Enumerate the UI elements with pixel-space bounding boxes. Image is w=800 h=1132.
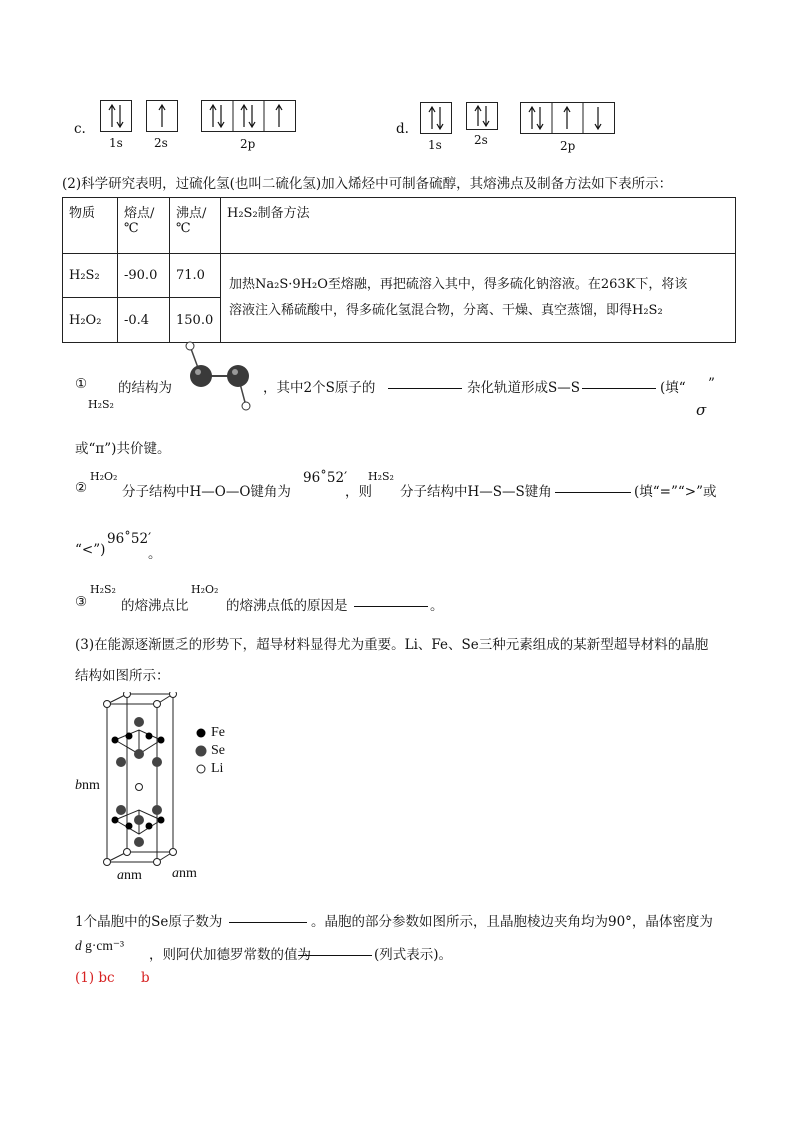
part3-line-1: (3)在能源逐渐匮乏的形势下，超导材料显得尤为重要。Li、Fe、Se三种元素组成的某新型超导材料的晶胞	[75, 637, 709, 653]
density-unit: g·cm⁻³	[85, 938, 125, 953]
q2-text-f: 。	[148, 546, 162, 562]
orbital-d-2s	[466, 102, 498, 130]
orbital-c-2s	[146, 100, 178, 132]
q2-h2o2: H₂O₂	[90, 470, 118, 483]
fe-legend-icon	[194, 726, 208, 740]
properties-table	[62, 197, 736, 343]
q1-text-f: 或“π”)共价键。	[75, 441, 171, 457]
part3-line-2: 结构如图所示：	[75, 668, 170, 684]
table-cell: H₂S₂	[63, 254, 118, 298]
q2-text-e: “<”)	[75, 542, 106, 558]
table-header: H₂S₂制备方法	[221, 198, 736, 254]
table-cell: 71.0	[170, 254, 221, 298]
method-line: 加热Na₂S·9H₂O至熔融，再把硫溶入其中，得多硫化钠溶液。在263K下，将该	[229, 277, 688, 292]
part3-q-text-b: 。晶胞的部分参数如图所示，且晶胞棱边夹角均为90°，晶体密度为	[311, 914, 713, 930]
part2-intro: (2)科学研究表明，过硫化氢(也叫二硫化氢)加入烯烃中可制备硫醇，其熔沸点及制备方法如下表所示：	[62, 176, 673, 192]
density-expression	[75, 938, 124, 954]
q3-text-a: 的熔沸点比	[121, 598, 189, 614]
b-unit: nm	[82, 778, 100, 793]
table-row	[63, 254, 736, 298]
q1-number: ①	[75, 376, 88, 392]
option-c-label: c.	[74, 121, 86, 137]
q1-blank-2[interactable]	[582, 376, 656, 393]
orbital-c-1s-label: 1s	[109, 136, 123, 150]
crystal-cell-image	[95, 692, 195, 878]
method-cell	[221, 254, 736, 343]
q1-text-c: 杂化轨道形成S—S	[467, 380, 580, 396]
part3-q-text-d: (列式表示)。	[374, 947, 453, 963]
arrow-set-icon	[202, 101, 295, 131]
h2s2-structure-image	[180, 338, 260, 416]
part3-q-text-a: 1个晶胞中的Se原子数为	[75, 914, 223, 930]
orbital-d-1s	[420, 102, 452, 134]
arrow-pair-icon	[467, 103, 497, 129]
orbital-c-1s	[100, 100, 132, 132]
part3-q-text-c: ，则阿伏加德罗常数的值为	[149, 947, 311, 963]
q1-text-d: (填“	[660, 380, 686, 396]
q2-angle: 96˚52′	[303, 470, 348, 486]
q2-text-b: ，则	[345, 484, 372, 500]
table-cell: 150.0	[170, 298, 221, 343]
a-var: a	[172, 866, 179, 881]
table-header: 熔点/℃	[118, 198, 170, 254]
q1-formula: H₂S₂	[88, 398, 114, 411]
orbital-d-2p	[520, 102, 615, 134]
b-dimension-label	[75, 778, 100, 794]
sigma-symbol: σ	[696, 401, 707, 419]
orbital-d-2s-label: 2s	[474, 133, 488, 147]
orbital-c-2s-label: 2s	[154, 136, 168, 150]
table-cell: H₂O₂	[63, 298, 118, 343]
a-dimension-label	[117, 868, 142, 884]
legend-se: Se	[211, 743, 225, 758]
table-cell: -90.0	[118, 254, 170, 298]
orbital-d-1s-label: 1s	[428, 138, 442, 152]
q1-text-b: ，其中2个S原子的	[263, 380, 376, 396]
orbital-c-2p-label: 2p	[240, 137, 256, 151]
q3-text-c: 。	[430, 598, 444, 614]
a-unit: nm	[179, 866, 197, 881]
answer-part1: (1) bc	[75, 970, 115, 986]
q3-h2s2: H₂S₂	[90, 583, 116, 596]
q2-text-a: 分子结构中H—O—O键角为	[122, 484, 291, 500]
orbital-c-2p	[201, 100, 296, 132]
q3-blank[interactable]	[354, 594, 428, 611]
a-dimension-label-2	[172, 866, 197, 882]
arrow-pair-icon	[421, 103, 451, 133]
table-cell: -0.4	[118, 298, 170, 343]
legend-fe: Fe	[211, 725, 225, 740]
q3-h2o2: H₂O₂	[191, 583, 219, 596]
b-var: b	[75, 778, 82, 793]
q2-text-d: (填“=”“>”或	[634, 484, 717, 500]
arrow-set-icon	[521, 103, 614, 133]
q2-text-c: 分子结构中H—S—S键角	[400, 484, 552, 500]
q2-h2s2: H₂S₂	[368, 470, 394, 483]
legend-li: Li	[211, 761, 224, 776]
orbital-d-2p-label: 2p	[560, 139, 576, 153]
table-header-row	[63, 198, 736, 254]
table-header: 物质	[63, 198, 118, 254]
a-unit: nm	[124, 868, 142, 883]
li-legend-icon	[194, 762, 208, 776]
q1-text-e: ”	[708, 376, 715, 392]
answer-part2: b	[141, 970, 150, 986]
arrow-pair-icon	[101, 101, 131, 131]
table-header: 沸点/℃	[170, 198, 221, 254]
q1-blank-1[interactable]	[388, 376, 462, 393]
q2-number: ②	[75, 480, 88, 496]
arrow-up-icon	[147, 101, 177, 131]
a-var: a	[117, 868, 124, 883]
density-d: d	[75, 938, 82, 953]
q1-text-a: 的结构为	[118, 380, 172, 396]
q2-angle-2: 96˚52′	[107, 531, 152, 547]
se-legend-icon	[194, 744, 208, 758]
method-line: 溶液注入稀硫酸中，得多硫化氢混合物，分离、干燥、真空蒸馏，即得H₂S₂	[229, 303, 663, 318]
part3-blank-1[interactable]	[229, 910, 307, 927]
q3-text-b: 的熔沸点低的原因是	[226, 598, 348, 614]
q3-number: ③	[75, 594, 88, 610]
option-d-label: d.	[396, 121, 409, 137]
part3-blank-2[interactable]	[298, 943, 372, 960]
q2-blank[interactable]	[555, 480, 631, 497]
